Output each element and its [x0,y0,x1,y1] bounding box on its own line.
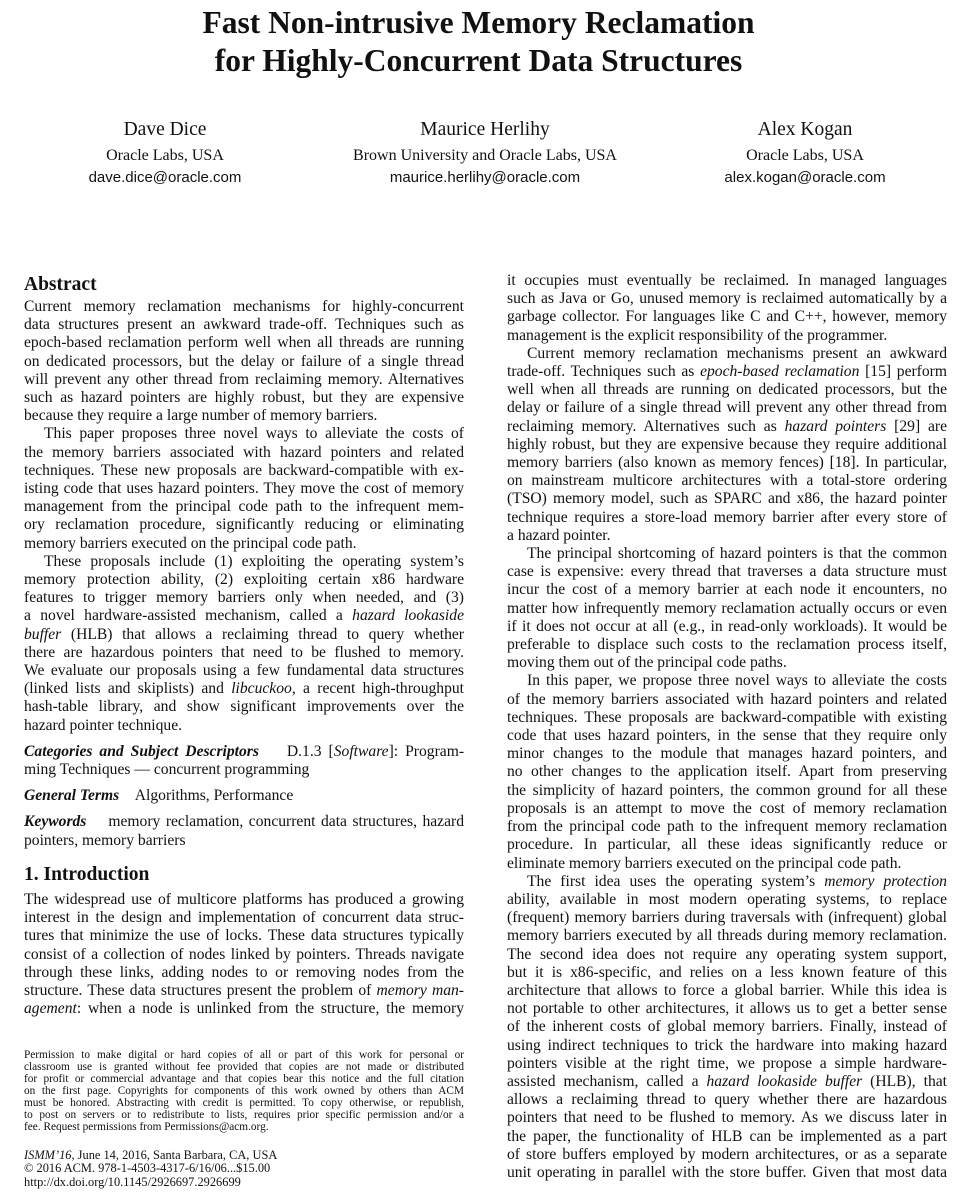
text-line: of store buffers employed by modern architectures, or as a separate [507,1145,947,1163]
text-line: allows a reclaiming thread to query whether there are hazardous [507,1091,947,1109]
author-affiliation: Brown University and Oracle Labs, USA [353,147,617,164]
emphasis-text: hazard lookaside [352,607,464,625]
copyright-line: © 2016 ACM. 978-1-4503-4317-6/16/06...$15.00 [24,1161,271,1176]
author-block [40,116,290,189]
text-line: preferable to displace such costs to the reclamation process itself, [507,636,947,654]
text-line: technique requires a store-load memory barrier after every store of [507,508,947,526]
body-paragraph [507,345,947,545]
text-line: well when all threads are running on dedicated processors, but the [507,381,947,399]
categories-block [24,743,464,779]
text-line: of the inherent costs of global memory barriers. Finally, instead of [507,1018,947,1036]
footnote-line: on the first page. Copyrights for components of this work owned by others than ACM [24,1085,464,1097]
text-line: hazard pointer technique. [24,716,183,734]
text-line: management is the explicit responsibility of the programmer. [507,326,888,344]
text-line: pointers visible at the right time, we propose a simple hardware- [507,1054,947,1072]
text-line [507,1073,947,1091]
text-line: from the principal code path to the infrequent memory reclamation [507,818,947,836]
text-line [24,1000,464,1018]
emphasis-text: hazard lookaside buffer [706,1072,863,1090]
text-line: through these links, adding nodes to or removing nodes from the [24,963,464,981]
text-run: , June 14, 2016, Santa Barbara, CA, USA [71,1148,278,1162]
text-line: management from the principal code path to the infrequent mem- [24,498,464,516]
text-line: Current memory reclamation mechanisms for highly-concurrent [24,298,464,315]
author-name: Maurice Herlihy [420,119,550,140]
text-line: features to trigger memory barriers only when needed, and (3) [24,589,464,607]
text-line [507,873,947,891]
text-line: eliminate memory barriers executed on the principal code path. [507,854,902,872]
permission-footnote [24,1049,464,1133]
author-email: maurice.herlihy@oracle.com [389,169,581,186]
section-heading: 1. Introduction [24,863,150,885]
text-run: Algorithms, Performance [134,787,294,805]
text-line: Current memory reclamation mechanisms present an awkward [527,344,947,362]
text-line: case is expensive: every thread that traverses a data structure must [507,563,947,581]
general-terms-label: General Terms [24,787,120,805]
venue-name: ISMM’16 [24,1148,72,1162]
text-line: We evaluate our proposals using a few fundamental data structures [24,662,464,680]
text-line: there are hazardous pointers that need to be flushed to memory. [24,643,464,661]
footnote-line: classroom use is granted without fee provided that copies are not made or distributed [24,1061,464,1073]
text-line: no other changes to the application itself. Apart from preserving [507,763,947,781]
text-line: incur the cost of a memory barrier at each node it encounters, no [507,581,947,599]
text-run: The first idea uses the operating system’s [527,872,825,890]
footnote-line: Permission to make digital or hard copies of all or part of this work for personal or [24,1049,464,1061]
text-line: because they require a large number of memory barriers. [24,407,378,425]
text-line: using indirect techniques to trick the hardware into making hazard [507,1036,947,1054]
text-line [24,626,464,644]
body-paragraph [507,873,947,1182]
text-line: isting code that uses hazard pointers. They move the cost of memory [24,480,464,498]
text-line: moving them out of the principal code paths. [507,654,787,672]
body-paragraph [507,272,947,345]
text-run: a novel hardware-assisted mechanism, called a [24,607,353,625]
text-line: such as Java or Go, unused memory is reclaimed automatically by a [507,290,947,308]
abstract-paragraph [24,298,464,425]
text-line: The second idea does not require any operating system support, [507,945,947,963]
text-line [507,363,947,381]
text-line: epoch-based reclamation perform well when all threads are running [24,334,464,352]
venue-line [24,1149,464,1162]
text-line: ory reclamation procedure, significantly reducing or eliminating [24,516,464,534]
text-line: if it does not occur at all (e.g., in read-only workloads). It would be [507,617,947,635]
title-line: for Highly-Concurrent Data Structures [214,43,743,78]
paper-title [0,4,957,80]
intro-paragraph [24,891,464,1018]
text-line [24,607,464,625]
keywords-label: Keywords [24,813,87,831]
text-run: trade-off. Techniques such as [507,363,701,381]
text-line: not portable to other architectures, it allows us to get a better sense [507,1000,947,1018]
text-line [24,787,464,805]
text-line: memory barriers executed on the principal code path. [24,534,357,552]
text-line: procedure. In particular, all these ideas significantly reduce or [507,836,947,854]
author-email: alex.kogan@oracle.com [724,169,886,186]
text-line: code that uses hazard pointers, in the sense that they require only [507,727,947,745]
text-line: it occupies must eventually be reclaimed. In managed languages [507,272,947,289]
author-email: dave.dice@oracle.com [88,169,242,186]
footnote-line: fee. Request permissions from Permissions@acm.org. [24,1121,269,1133]
emphasis-text: buffer [24,625,62,643]
text-line: ming Techniques — concurrent programming [24,761,310,779]
venue-info [24,1149,464,1189]
footnote-line: must be honored. Abstracting with credit is permitted. To copy otherwise, or republish, [24,1097,464,1109]
abstract-heading: Abstract [24,274,97,295]
abstract-paragraph [24,425,464,552]
body-paragraph [507,672,947,872]
text-run: assisted mechanism, called a [507,1072,707,1090]
emphasis-text: epoch-based reclamation [700,363,860,381]
text-line: In this paper, we propose three novel ways to alleviate the costs [527,672,947,690]
text-run: reclaiming memory. Alternatives such as [507,417,785,435]
text-run: [15] perform [859,363,947,381]
text-line: These proposals include (1) exploiting the operating system’s [44,552,464,570]
footnote-line: to post on servers or to redistribute to lists, requires prior specific permission and/or a [24,1109,464,1121]
text-run: D.1.3 [ [286,742,334,760]
author-block [690,116,920,189]
author-block [330,116,640,189]
text-run: (linked lists and skiplists) and [24,680,232,698]
text-line: highly robust, but they are expensive because they require additional [507,435,947,453]
text-line: matter how infrequently memory reclamation actually occurs or even [507,599,947,617]
text-line [24,743,464,761]
text-line: memory barriers executed by all threads during memory reclamation. [507,927,947,945]
emphasis-text: agement [24,1000,77,1018]
text-run: [29] are [886,417,948,435]
emphasis-text: Software [333,742,389,760]
text-line: pointers, memory barriers [24,831,186,849]
text-line: consist of a collection of nodes linked by pointers. Threads navigate [24,945,464,963]
doi-link[interactable]: http://dx.doi.org/10.1145/2926697.2926699 [24,1174,241,1189]
text-line: pointers that need to be flushed to memory. As we discuss later in [507,1109,947,1127]
footnote-line: for profit or commercial advantage and that copies bear this notice and the full citation [24,1073,464,1085]
text-line: the simplicity of hazard pointers, the common ground for all these [507,781,947,799]
text-line: on mainstream multicore architectures with a total-store ordering [507,472,947,490]
text-line [507,418,947,436]
text-line: the paper, the functionality of HLB can be implemented as a part [507,1127,947,1145]
text-line: but it is x86-specific, and relies on a less known feature of this [507,963,947,981]
text-run: (HLB) that allows a reclaiming thread to query whether [61,625,464,643]
text-line: on dedicated processors, but the delay or failure of a single thread [24,352,464,370]
title-line: Fast Non-intrusive Memory Reclamation [202,5,755,40]
text-line: (TSO) memory model, such as SPARC and x86, the hazard pointer [507,490,947,508]
text-line [24,813,464,831]
text-line: the memory barriers associated with hazard pointers and related [24,443,464,461]
text-line: proposals is an attempt to move the cost of memory reclamation [507,799,947,817]
text-line: The principal shortcoming of hazard pointers is that the common [527,545,947,563]
general-terms-block [24,787,464,805]
text-run: structure. These data structures present the problem of [24,981,377,999]
text-run: ]: Program- [388,742,465,760]
text-run: : when a node is unlinked from the structure, the memory [76,1000,464,1018]
author-name: Alex Kogan [757,119,853,140]
text-line: such as hazard pointers are highly robust, but they are expensive [24,389,464,407]
author-affiliation: Oracle Labs, USA [106,147,224,164]
text-line: This paper proposes three novel ways to alleviate the costs of [44,425,464,443]
right-column [507,272,947,1182]
text-line [24,982,464,1000]
text-line: garbage collector. For languages like C and C++, however, memory [507,308,947,326]
text-line: will prevent any other thread from reclaiming memory. Alternatives [24,370,464,388]
text-line: unit operating in parallel with the store buffer. Given that most data [507,1163,947,1181]
text-line: The widespread use of multicore platforms has produced a growing [24,890,464,908]
text-line: tures that minimize the use of locks. These data structures typically [24,927,464,945]
text-line: memory barriers (also known as memory fences) [18]. In particular, [507,454,947,472]
text-run: memory reclamation, concurrent data structures, hazard [108,813,465,831]
text-line: techniques. These new proposals are backward-compatible with ex- [24,461,464,479]
text-line: minor changes to the module that manages hazard pointers, and [507,745,947,763]
text-line: hash-table library, and show significant improvements over the [24,698,464,716]
emphasis-text: memory man- [376,981,464,999]
text-line: memory protection ability, (2) exploiting certain x86 hardware [24,571,464,589]
text-line: interest in the design and implementation of concurrent data struc- [24,909,464,927]
text-line: architecture that allows to force a global barrier. While this idea is [507,981,947,999]
text-line: techniques. These proposals are backward-compatible with existing [507,708,947,726]
text-line: of the memory barriers associated with hazard pointers and related [507,690,947,708]
emphasis-text: hazard pointers [784,417,887,435]
text-line: delay or failure of a single thread will prevent any other thread from [507,399,947,417]
left-column [24,272,464,1018]
text-line [24,680,464,698]
author-affiliation: Oracle Labs, USA [746,147,864,164]
abstract-paragraph [24,553,464,735]
emphasis-text: libcuckoo [231,680,292,698]
emphasis-text: memory protection [824,872,947,890]
text-line: ability, available in most modern operating systems, to replace [507,890,947,908]
author-name: Dave Dice [123,119,207,140]
text-line: (frequent) memory barriers during traversals with (infrequent) global [507,909,947,927]
categories-label: Categories and Subject Descriptors [24,742,259,760]
text-line: a hazard pointer. [507,526,611,544]
text-run: , a recent high-throughput [291,680,465,698]
keywords-block [24,813,464,849]
text-run: (HLB), that [862,1072,948,1090]
text-line: data structures present an awkward trade-off. Techniques such as [24,316,464,334]
body-paragraph [507,545,947,672]
